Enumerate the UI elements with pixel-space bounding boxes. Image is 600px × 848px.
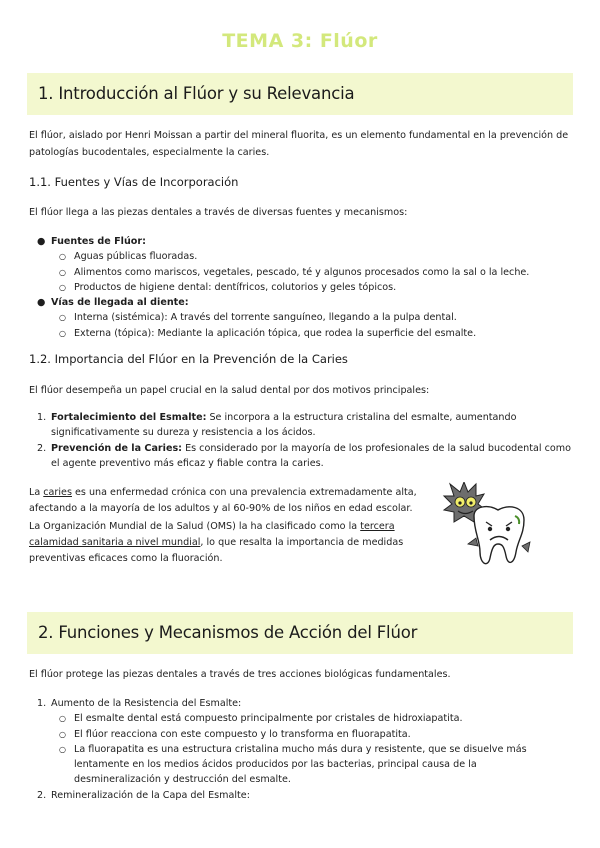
- subsection-1-1-intro: El flúor llega a las piezas dentales a través de diversas fuentes y mecanismos:: [29, 207, 408, 218]
- list-item: [29, 234, 574, 249]
- list-item-text: El esmalte dental está compuesto principalmente por cristales de hidroxiapatita.: [74, 713, 463, 725]
- list-item: [29, 326, 574, 341]
- list-item: [29, 280, 574, 295]
- list-item: [29, 410, 574, 441]
- bullet-icon: ●: [37, 297, 46, 309]
- list-item-text: Externa (tópica): Mediante la aplicación tópica, que rodea la superficie del esmalte.: [74, 327, 477, 339]
- list-item-label: Prevención de la Caries:: [51, 442, 183, 454]
- list-item-label: Fuentes de Flúor:: [51, 236, 146, 247]
- circle-bullet-icon: ○: [59, 313, 66, 323]
- circle-bullet-icon: ○: [59, 744, 66, 754]
- list-number: 1.: [37, 412, 47, 423]
- caries-link: caries: [43, 487, 72, 498]
- paragraph-text: La Organización Mundial de la Salud (OMS) la ha clasificado como la: [29, 521, 361, 532]
- list-item: [29, 742, 574, 788]
- section-2-heading: 2. Funciones y Mecanismos de Acción del Flúor: [38, 623, 418, 642]
- list-item-label: Vías de llegada al diente:: [51, 297, 189, 309]
- list-number: 2.: [37, 789, 47, 801]
- list-item-text: Productos de higiene dental: dentífricos, colutorios y geles tópicos.: [74, 281, 397, 293]
- section-1-header: [27, 73, 573, 115]
- list-item-text: Interna (sistémica): A través del torrente sanguíneo, llegando a la pulpa dental.: [74, 312, 457, 324]
- section-2-header: [27, 612, 573, 654]
- tooth-bacteria-illustration: [440, 482, 532, 568]
- list-item: [29, 696, 574, 711]
- list-item: [29, 265, 574, 280]
- list-number: 1.: [37, 698, 47, 709]
- paragraph-text: La: [29, 487, 44, 498]
- list-item: [29, 441, 574, 472]
- underlined-phrase: tercera calamidad sanitaria a nivel mundial: [29, 521, 395, 548]
- circle-bullet-icon: ○: [59, 282, 66, 292]
- circle-bullet-icon: ○: [59, 729, 66, 739]
- circle-bullet-icon: ○: [59, 267, 66, 277]
- list-item: [29, 295, 574, 310]
- list-item: [29, 788, 574, 803]
- subsection-1-1-heading: 1.1. Fuentes y Vías de Incorporación: [29, 175, 239, 189]
- section-2-intro: El flúor protege las piezas dentales a través de tres acciones biológicas fundamentales.: [29, 669, 451, 680]
- list-item: [29, 727, 574, 742]
- section-1-heading: 1. Introducción al Flúor y su Relevancia: [38, 84, 355, 103]
- list-number: 2.: [37, 442, 47, 454]
- list-item-text: Aguas públicas fluoradas.: [74, 251, 198, 263]
- functions-list: [29, 696, 574, 803]
- oms-paragraph: [29, 519, 434, 567]
- circle-bullet-icon: ○: [59, 714, 66, 724]
- importance-list: [29, 410, 574, 471]
- tooth-icon: [468, 507, 530, 564]
- section-1-intro: El flúor, aislado por Henri Moissan a partir del mineral fluorita, es un elemento fundamental en la prevención de patologías bucodentales, especialmente la caries.: [29, 130, 569, 158]
- circle-bullet-icon: ○: [59, 328, 66, 338]
- list-item-text: La fluorapatita es una estructura cristalina mucho más dura y resistente, que se disuelve más lentamente en los medios ácidos producidos por las bacterias, principal causa de la desmineralización y destrucción del esmalte.: [74, 743, 527, 786]
- list-item: [29, 249, 574, 264]
- caries-paragraph: [29, 485, 434, 517]
- list-item-text: Es considerado por la mayoría de los profesionales de la salud bucodental como el agente preventivo más eficaz y fiable contra la caries.: [51, 442, 571, 469]
- sources-list: [29, 234, 574, 341]
- list-item: [29, 711, 574, 726]
- list-item-label: Fortalecimiento del Esmalte:: [51, 412, 207, 423]
- subsection-1-2-heading: 1.2. Importancia del Flúor en la Prevención de la Caries: [29, 352, 348, 366]
- subsection-1-2-intro: El flúor desempeña un papel crucial en la salud dental por dos motivos principales:: [29, 385, 430, 396]
- list-item-label: Aumento de la Resistencia del Esmalte:: [51, 698, 242, 709]
- paragraph-text: es una enfermedad crónica con una prevalencia extremadamente alta, afectando a la mayoría de los adultos y al 60-90% de los niños en edad escolar.: [29, 487, 417, 514]
- circle-bullet-icon: ○: [59, 252, 66, 262]
- list-item-label: Remineralización de la Capa del Esmalte:: [51, 789, 250, 801]
- list-item-text: Alimentos como mariscos, vegetales, pescado, té y algunos procesados como la sal o la leche.: [74, 266, 530, 278]
- paragraph-text: , lo que resalta la importancia de medidas preventivas eficaces como la fluoración.: [29, 537, 404, 564]
- list-item-text: Se incorpora a la estructura cristalina del esmalte, aumentando significativamente su dureza y resistencia a los ácidos.: [51, 412, 517, 439]
- document-title: TEMA 3: Flúor: [222, 30, 378, 52]
- list-item: [29, 310, 574, 325]
- bullet-icon: ●: [37, 236, 46, 247]
- list-item-text: El flúor reacciona con este compuesto y lo transforma en fluorapatita.: [74, 728, 411, 740]
